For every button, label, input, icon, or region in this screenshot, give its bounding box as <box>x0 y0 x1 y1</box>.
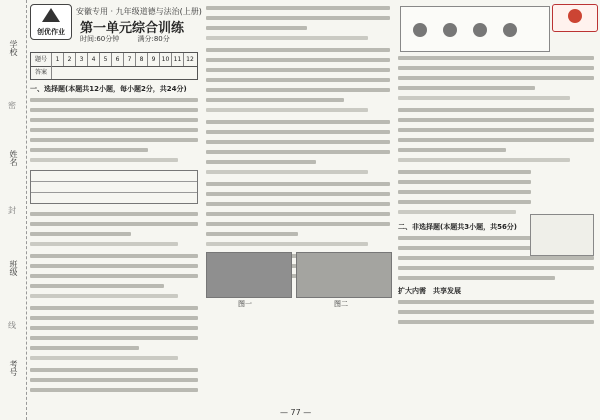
section-choice-header: 一、选择题(本题共12小题，每小题2分，共24分) <box>30 85 187 93</box>
answer-grid <box>30 52 198 80</box>
column-middle <box>206 6 390 396</box>
grid-number: 5 <box>100 53 112 66</box>
subject-subtitle: 安徽专用 · 九年级道德与法治(上册) <box>76 7 202 16</box>
column-right <box>398 6 594 396</box>
grid-number: 6 <box>112 53 124 66</box>
exam-meta <box>80 34 186 44</box>
brand-logo <box>30 4 72 40</box>
column-left <box>30 84 198 396</box>
cut-mark-1: 密 <box>8 101 16 110</box>
grid-number: 7 <box>124 53 136 66</box>
section-nonchoice-header: 二、非选择题(本题共3小题，共56分) <box>398 223 518 231</box>
grid-number: 2 <box>64 53 76 66</box>
data-table <box>30 170 198 204</box>
section-extend-header: 扩大内需 共享发展 <box>398 287 461 295</box>
photo-two <box>296 252 392 298</box>
grid-number: 9 <box>148 53 160 66</box>
page-title: 第一单元综合训练 <box>80 21 185 36</box>
logo-mountain-icon <box>42 8 60 22</box>
photo-one <box>206 252 292 298</box>
grid-answer-header: 答案 <box>31 66 52 79</box>
time-limit: 时间:60分钟 <box>80 35 120 43</box>
grid-number: 1 <box>52 53 64 66</box>
stamp-emblem-icon <box>568 9 582 23</box>
cut-mark-2: 封 <box>8 206 16 215</box>
illustration-cartoon <box>530 214 594 256</box>
photo-two-label: 图二 <box>334 300 348 308</box>
number-label: 考号 <box>9 360 18 376</box>
grid-number: 10 <box>160 53 172 66</box>
grid-number: 12 <box>186 56 194 63</box>
brand-name: 创优作业 <box>37 28 65 36</box>
full-score: 满分:80分 <box>137 35 170 43</box>
illustration-chart <box>400 6 550 52</box>
grid-number: 8 <box>136 53 148 66</box>
grid-number: 11 <box>172 53 184 66</box>
cut-mark-3: 线 <box>8 321 16 330</box>
stamp-badge <box>552 4 598 32</box>
grid-number: 3 <box>76 53 88 66</box>
class-label: 班级 <box>9 260 18 276</box>
binding-strip <box>0 0 27 420</box>
school-label: 学校 <box>9 40 18 56</box>
page-number: — 77 — <box>280 408 312 417</box>
grid-question-row <box>31 53 197 67</box>
grid-question-header: 题号 <box>31 53 52 66</box>
photo-one-label: 图一 <box>238 300 252 308</box>
grid-number: 4 <box>88 53 100 66</box>
grid-answer-row <box>31 66 197 79</box>
name-label: 姓名 <box>9 150 18 166</box>
